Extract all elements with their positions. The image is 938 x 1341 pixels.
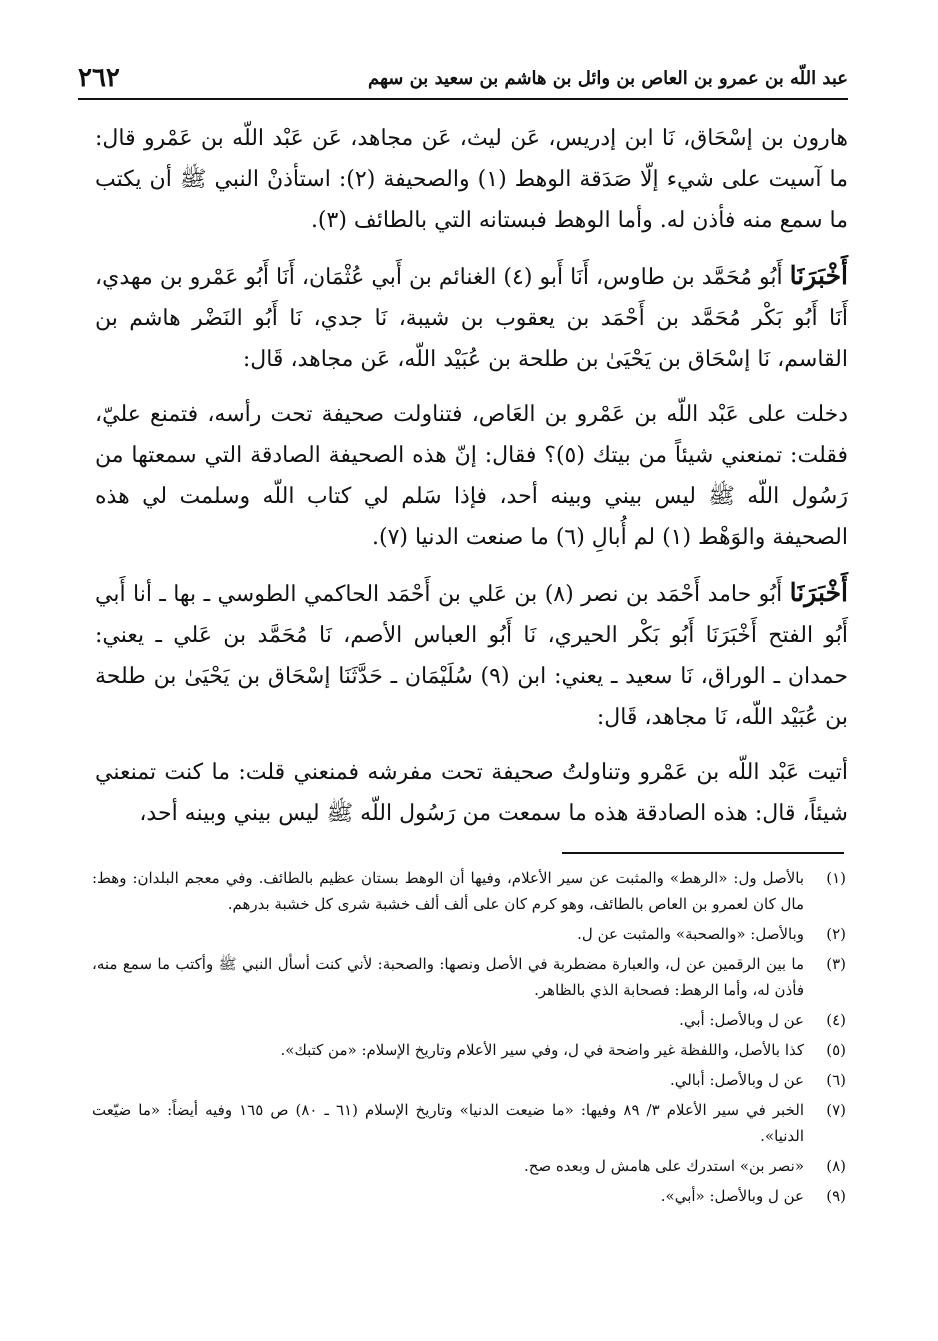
footnote-text: ما بين الرقمين عن ل، والعبارة مضطربة في الأصل ونصها: والصحبة: لأني كنت أسأل النبي ﷺ وأكتب ما سمع منه، فأذن له، وأما الرهط: فصحابة الذي بالظاهر. (92, 955, 804, 999)
footnote-number: (٨) (826, 1157, 846, 1175)
paragraph (95, 752, 848, 834)
footnote-text: «نصر بن» استدرك على هامش ل وبعده صح. (523, 1157, 804, 1175)
footnote (92, 1067, 846, 1093)
footnote-text: عن ل وبالأصل: أبالي. (669, 1071, 804, 1089)
paragraph (95, 255, 848, 380)
paragraph (95, 572, 848, 738)
footnote-number: (٧) (826, 1101, 846, 1119)
main-text (95, 118, 848, 848)
footnote-number: (٩) (826, 1187, 846, 1205)
footnote-number: (٦) (826, 1071, 846, 1089)
page-number: ٢٦٢ (78, 63, 120, 93)
footnote (92, 865, 846, 917)
paragraph-text: هارون بن إسْحَاق، نَا ابن إدريس، عَن ليث، عَن مجاهد، عَن عَبْد اللّه بن عَمْرو قال: ما آسيت على شيء إلّا صَدَقة الوهط (١) والصحيفة (٢): استأذنْ النبي ﷺ أن يكتب ما سمع منه فأذن له. وأما الوهط فبستانه التي بالطائف (٣). (95, 126, 848, 233)
page-header (78, 58, 848, 100)
footnote (92, 1007, 846, 1033)
footnote-text: كذا بالأصل، واللفظة غير واضحة في ل، وفي سير الأعلام وتاريخ الإسلام: «من كتبك». (280, 1041, 804, 1059)
footnote-text: الخبر في سير الأعلام ٣/ ٨٩ وفيها: «ما ضيعت الدنيا» وتاريخ الإسلام (٦١ ـ ٨٠) ص ١٦٥ وفيه أيضاً: «ما ضيّعت الدنيا». (92, 1101, 804, 1145)
footnote-number: (٤) (826, 1011, 846, 1029)
footnote (92, 1097, 846, 1149)
paragraph (95, 118, 848, 241)
paragraph-lead: أَخْبَرَنَا (789, 578, 848, 607)
footnote-number: (٥) (826, 1041, 846, 1059)
footnote (92, 1183, 846, 1209)
footnote-number: (١) (826, 869, 846, 887)
paragraph (95, 394, 848, 558)
footnote (92, 1153, 846, 1179)
footnote (92, 1037, 846, 1063)
paragraph-text: دخلت على عَبْد اللّه بن عَمْرو بن العَاص، فتناولت صحيفة تحت رأسه، فتمنع عليّ، فقلت: تمنعني شيئاً من بيتك (٥)؟ فقال: إنّ هذه الصحيفة الصادقة التي سمعتها من رَسُول اللّه ﷺ ليس بيني وبينه أحد، فإذا سَلم لي كتاب اللّه وسلمت لي هذه الصحيفة والوَهْط (١) لم أُبالِ (٦) ما صنعت الدنيا (٧). (95, 402, 848, 550)
paragraph-text: أَبُو مُحَمَّد بن طاوس، أَنَا أَبو (٤) الغنائم بن أَبي عُثْمَان، أَنَا أَبُو عَمْرو بن مهدي، أَنَا أَبُو بَكْر مُحَمَّد بن أَحْمَد بن يعقوب بن شيبة، نَا جدي، نَا أَبُو النَضْر هاشم بن القاسم، نَا إسْحَاق بن يَحْيَىٰ بن طلحة بن عُبَيْد اللّه، عَن مجاهد، قَال: (95, 265, 848, 372)
footnote-text: وبالأصل: «والصحبة» والمثبت عن ل. (577, 925, 804, 943)
footnote-text: عن ل وبالأصل: أبي. (679, 1011, 804, 1029)
paragraph-lead: أَخْبَرَنَا (789, 261, 848, 290)
paragraph-text: أَبُو حامد أَحْمَد بن نصر (٨) بن عَلي بن أَحْمَد الحاكمي الطوسي ـ بها ـ أنا أَبي أَبُو الفتح أَخْبَرَنَا أَبُو بَكْر الحيري، نَا أَبُو العباس الأصم، نَا مُحَمَّد بن عَلي ـ يعني: حمدان ـ الوراق، نَا سعيد ـ يعني: ابن (٩) سُلَيْمَان ـ حَدَّثَنَا إسْحَاق بن يَحْيَىٰ بن طلحة بن عُبَيْد اللّه، نَا مجاهد، قَال: (95, 582, 849, 730)
footnote-text: بالأصل ول: «الرهط» والمثبت عن سير الأعلام، وفيها أن الوهط بستان عظيم بالطائف. وفي معجم البلدان: وهط: مال كان لعمرو بن العاص بالطائف، وهو كرم كان على ألف ألف خشبة شرى كل خشبة بدرهم. (92, 869, 804, 913)
footnote (92, 951, 846, 1003)
paragraph-text: أتيت عَبْد اللّه بن عَمْرو وتناولتُ صحيفة تحت مفرشه فمنعني قلت: ما كنت تمنعني شيئاً، قال: هذه الصادقة هذه ما سمعت من رَسُول اللّه ﷺ ليس بيني وبينه أحد، (95, 760, 848, 826)
running-title: عبد اللّه بن عمرو بن العاص بن وائل بن هاشم بن سعيد بن سهم (367, 67, 848, 89)
footnote-number: (٢) (826, 925, 846, 943)
footnote-text: عن ل وبالأصل: «أبي». (660, 1187, 804, 1205)
footnote-number: (٣) (826, 955, 846, 973)
footnote (92, 921, 846, 947)
footnotes (92, 865, 846, 1213)
footnote-separator (562, 852, 844, 854)
